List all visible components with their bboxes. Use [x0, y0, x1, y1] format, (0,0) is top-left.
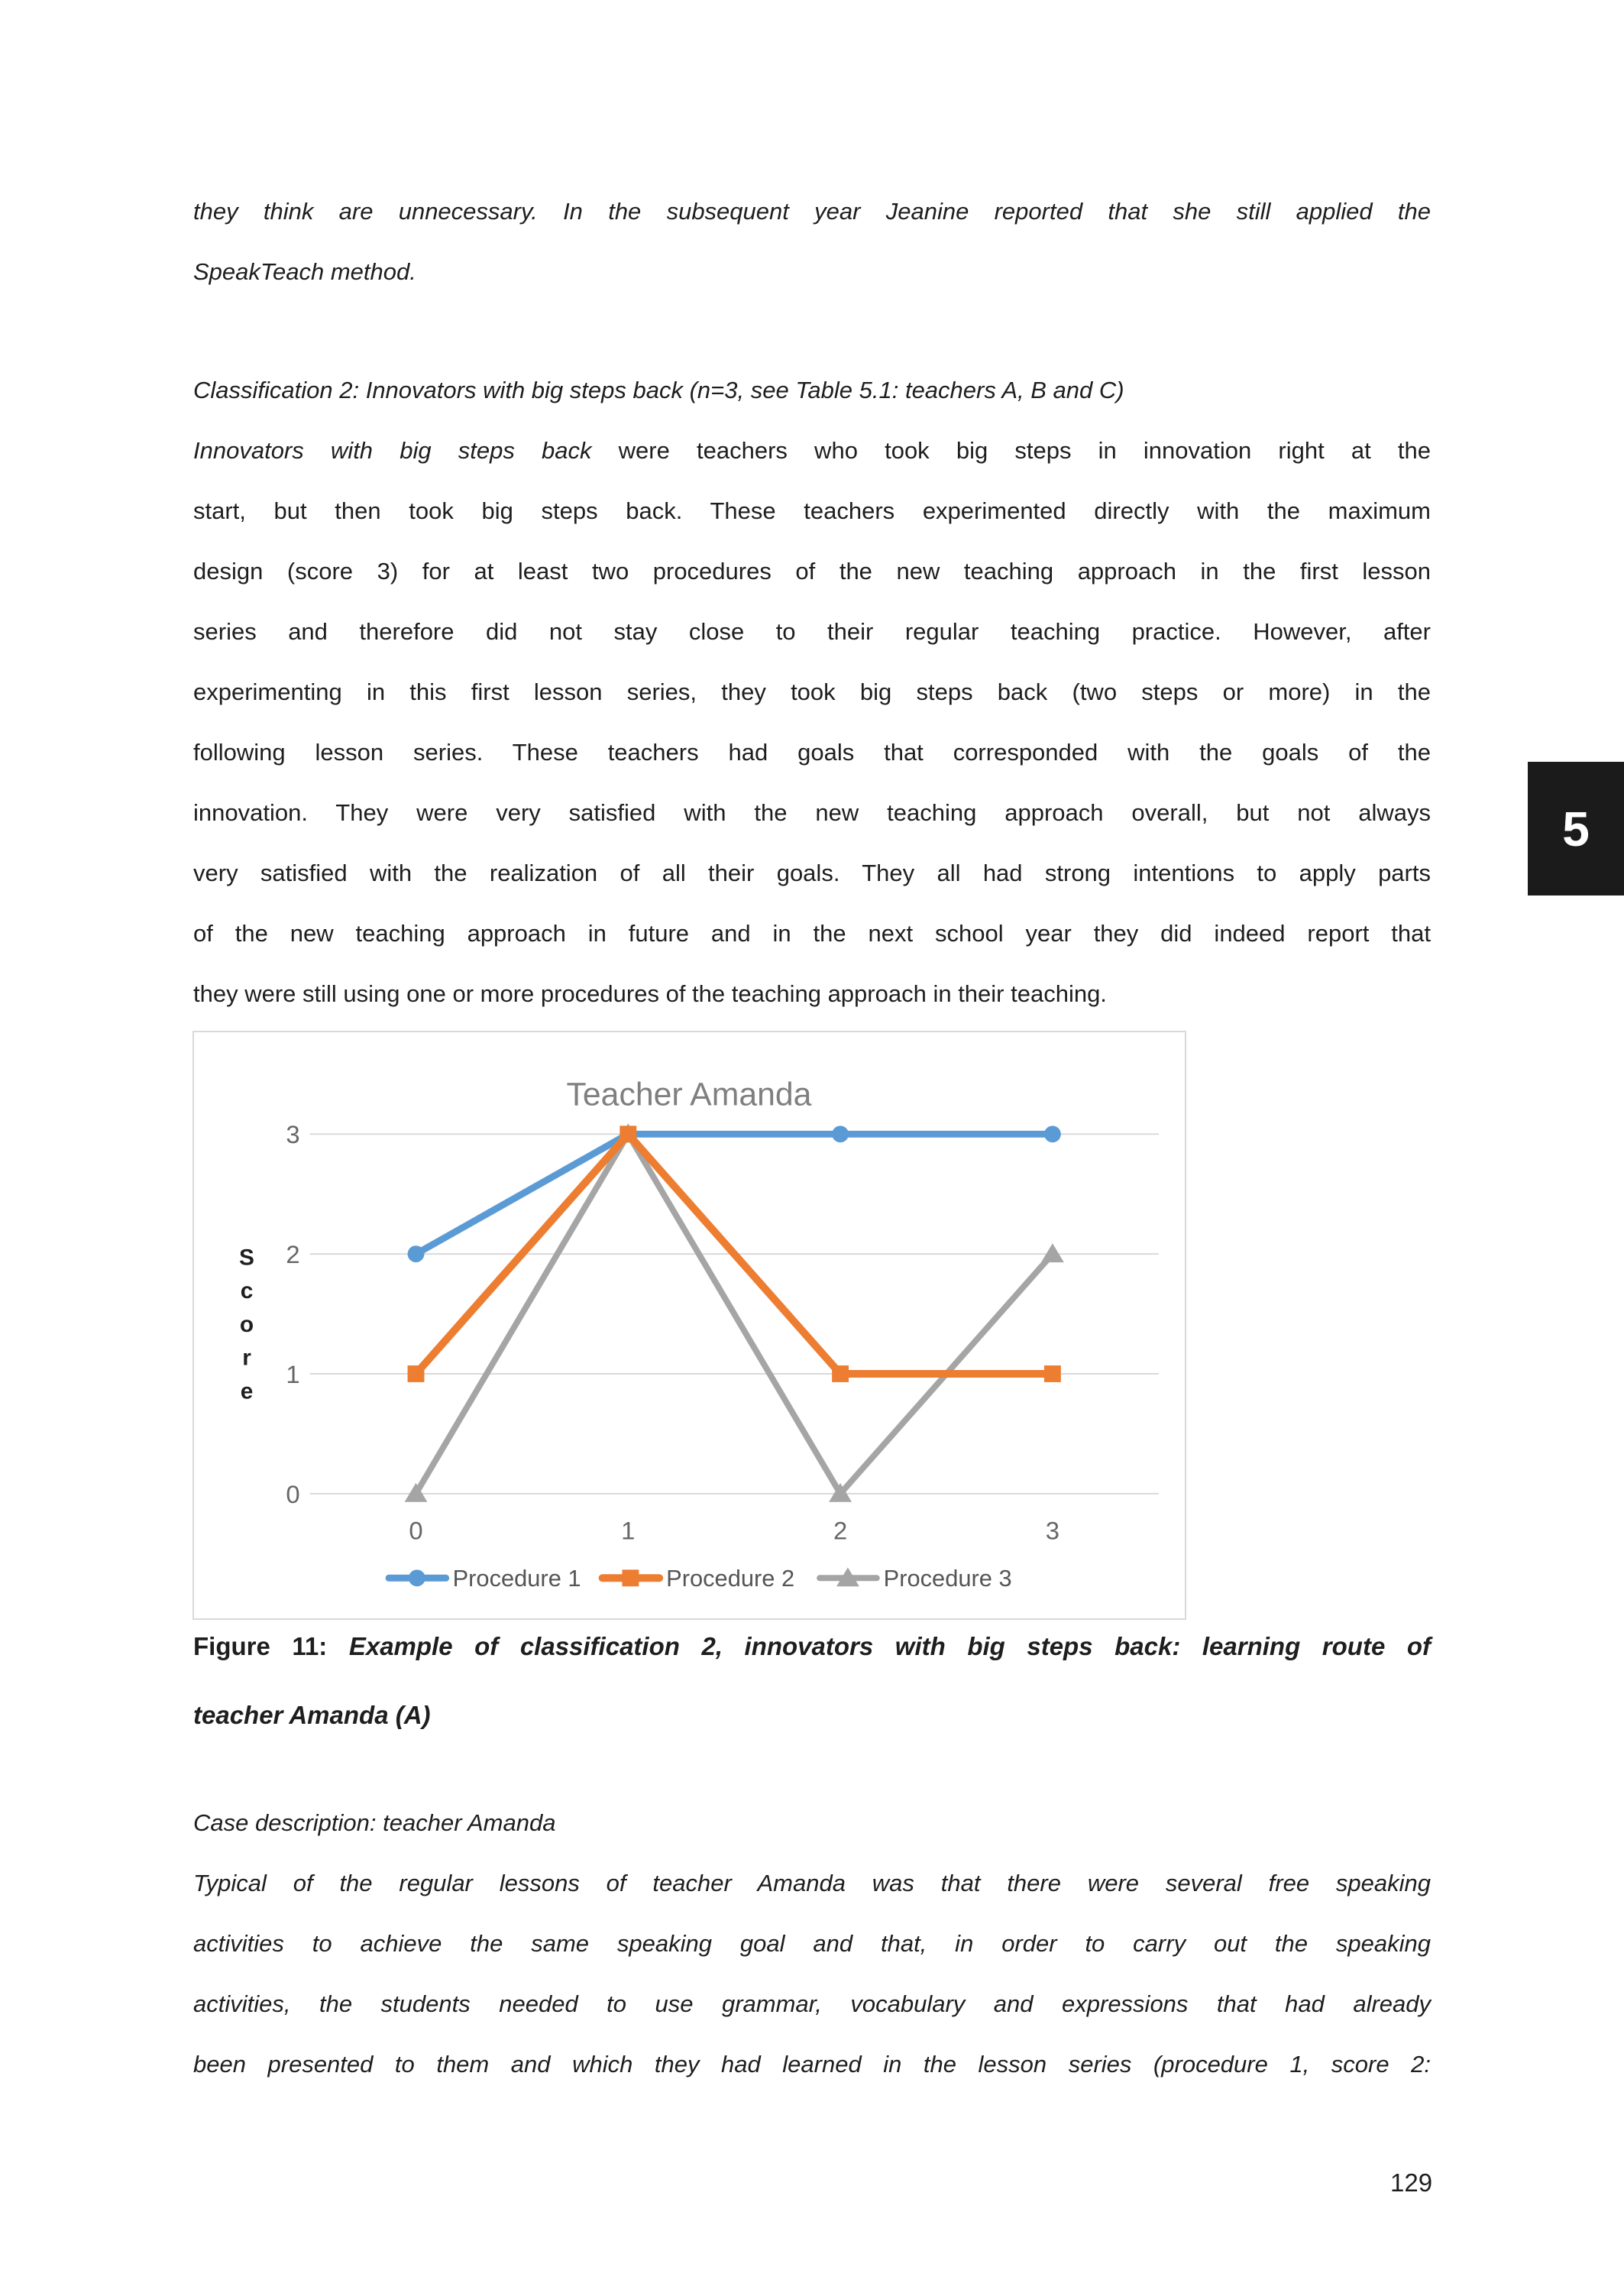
- series-2-marker-square: [832, 1365, 849, 1382]
- text-line: start, but then took big steps back. These teachers experimented directly with the maximum: [193, 497, 1431, 524]
- chart-title: Teacher Amanda: [566, 1076, 812, 1113]
- text-line: of the new teaching approach in future and in the next school year they did indeed report that: [193, 920, 1431, 947]
- legend-label: Procedure 3: [883, 1565, 1012, 1592]
- legend-marker-circle: [409, 1569, 425, 1586]
- series-line-1: [416, 1134, 1052, 1254]
- text-line: design (score 3) for at least two procedures of the new teaching approach in the first lesson: [193, 558, 1431, 585]
- series-2-marker-square: [620, 1125, 636, 1142]
- page-number: 129: [1390, 2168, 1433, 2197]
- series-line-3: [416, 1134, 1052, 1494]
- y-tick-label-1: 1: [286, 1359, 300, 1388]
- x-tick-label-1: 1: [621, 1516, 636, 1545]
- text-line: very satisfied with the realization of all their goals. They all had strong intentions to apply parts: [193, 860, 1431, 886]
- series-2-marker-square: [408, 1365, 425, 1382]
- text-line: teacher Amanda (A): [193, 1701, 431, 1729]
- paragraph-case-description: [193, 1793, 1431, 2094]
- chapter-tab: [1528, 762, 1624, 896]
- text-line: they were still using one or more procedures of the teaching approach in their teaching.: [193, 980, 1107, 1007]
- paragraph-intro: [193, 181, 1431, 302]
- y-tick-label-3: 3: [286, 1120, 300, 1149]
- text-line: experimenting in this first lesson series, they took big steps back (two steps or more) in the: [193, 679, 1431, 705]
- x-tick-label-0: 0: [409, 1516, 423, 1545]
- figure-11-caption: [193, 1612, 1431, 1750]
- text-line: activities, the students needed to use grammar, vocabulary and expressions that had already: [193, 1990, 1431, 2017]
- text-line: following lesson series. These teachers had goals that corresponded with the goals of the: [193, 739, 1431, 766]
- legend-marker-square: [622, 1569, 639, 1586]
- text-line: Classification 2: Innovators with big steps back (n=3, see Table 5.1: teachers A, B and C): [193, 377, 1124, 403]
- y-axis-title-letter: c: [240, 1278, 254, 1304]
- y-axis-title-letter: o: [239, 1311, 254, 1337]
- text-line: Typical of the regular lessons of teacher Amanda was that there were several free speaking: [193, 1870, 1431, 1896]
- y-axis-title-letter: S: [239, 1245, 254, 1271]
- x-tick-label-2: 2: [833, 1516, 848, 1545]
- figure-11-chart: [192, 1031, 1186, 1620]
- chapter-number: 5: [1562, 801, 1590, 857]
- paragraph-classification-2: [193, 360, 1431, 1024]
- series-1-marker-circle: [1044, 1125, 1061, 1142]
- legend-label: Procedure 2: [666, 1565, 795, 1592]
- text-line: Case description: teacher Amanda: [193, 1809, 556, 1836]
- series-1-marker-circle: [832, 1125, 849, 1142]
- y-axis-title-letter: r: [242, 1345, 251, 1371]
- text-line: Innovators with big steps back were teachers who took big steps in innovation right at the: [193, 437, 1431, 464]
- y-tick-label-0: 0: [286, 1479, 300, 1508]
- text-line: activities to achieve the same speaking goal and that, in order to carry out the speaking: [193, 1930, 1431, 1957]
- x-tick-label-3: 3: [1045, 1516, 1060, 1545]
- series-3-marker-triangle: [1041, 1243, 1064, 1262]
- text-line: they think are unnecessary. In the subsequent year Jeanine reported that she still applied the: [193, 198, 1431, 225]
- series-2-marker-square: [1044, 1365, 1061, 1382]
- teacher-amanda-line-chart: [194, 1032, 1185, 1618]
- y-axis-title-letter: e: [240, 1378, 254, 1404]
- text-line: Figure 11: Example of classification 2, innovators with big steps back: learning route of: [193, 1632, 1431, 1660]
- text-line: SpeakTeach method.: [193, 258, 416, 285]
- text-line: innovation. They were very satisfied with the new teaching approach overall, but not always: [193, 799, 1431, 826]
- text-line: series and therefore did not stay close to their regular teaching practice. However, after: [193, 618, 1431, 645]
- series-1-marker-circle: [408, 1245, 425, 1262]
- legend-label: Procedure 1: [452, 1565, 581, 1592]
- text-line: been presented to them and which they had learned in the lesson series (procedure 1, score 2:: [193, 2051, 1431, 2078]
- y-tick-label-2: 2: [286, 1240, 300, 1269]
